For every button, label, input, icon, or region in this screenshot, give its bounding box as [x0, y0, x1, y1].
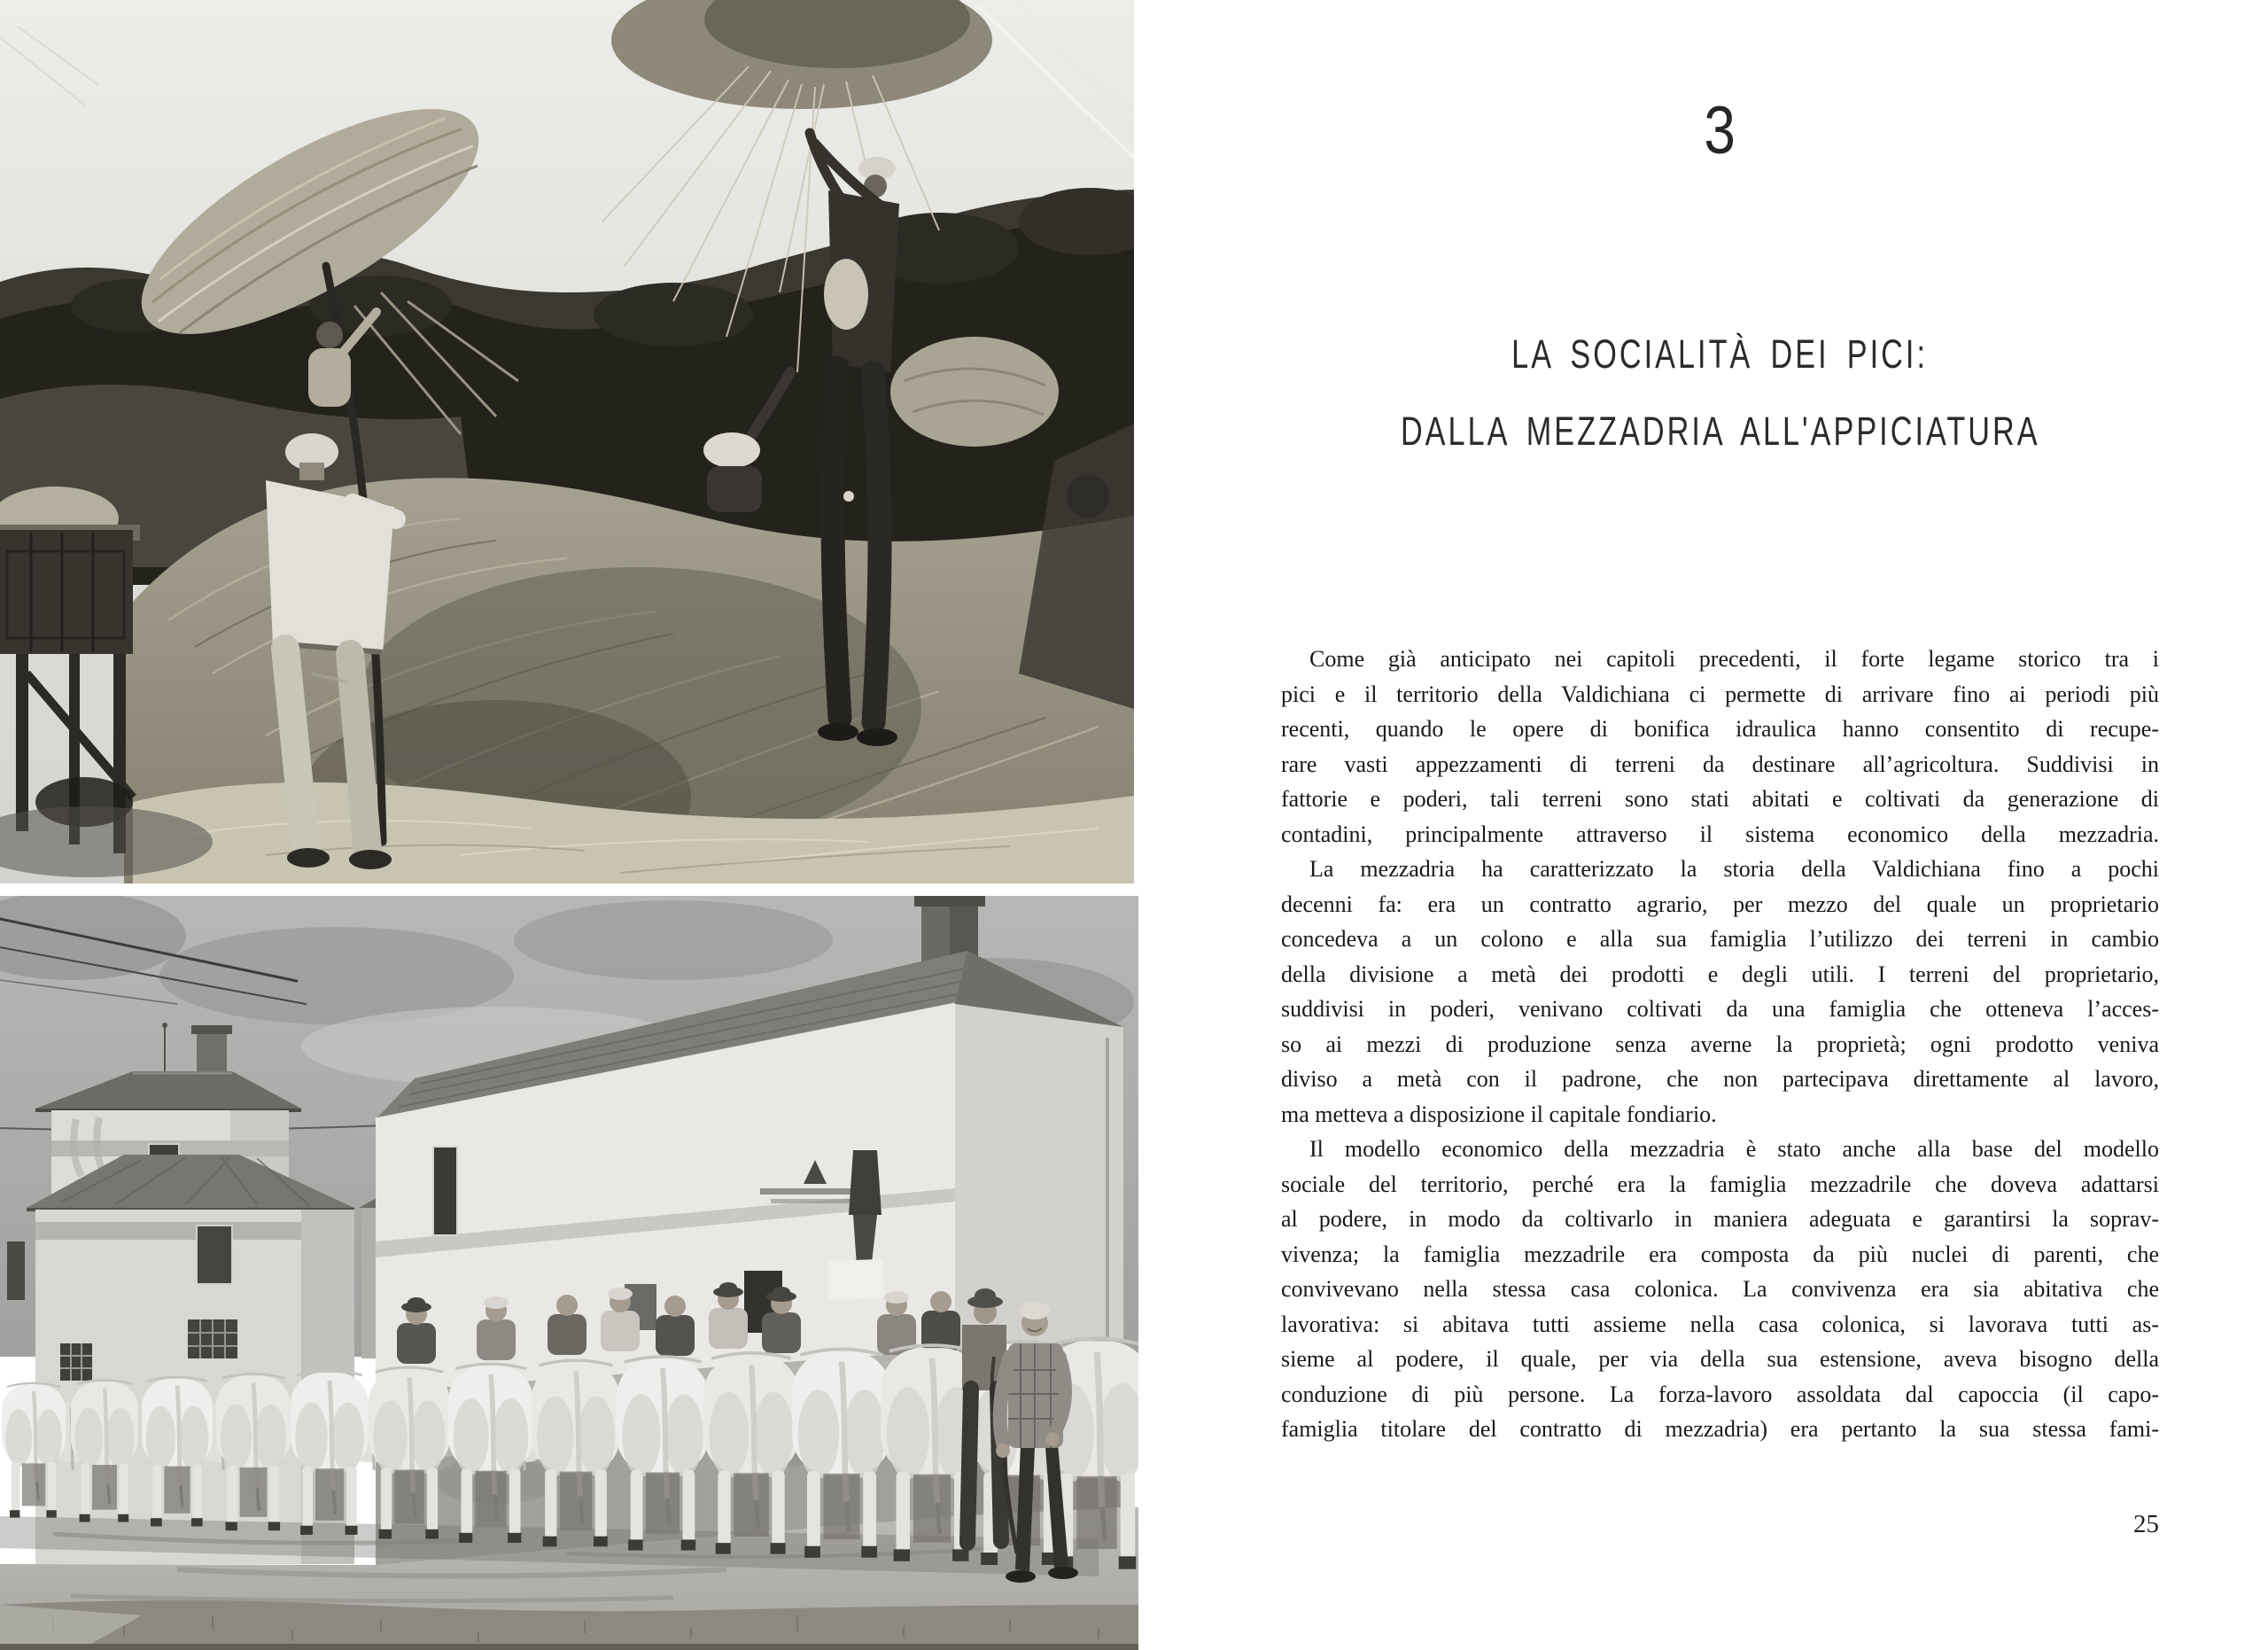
chapter-number [1281, 92, 2159, 169]
text-line: La mezzadria ha caratterizzato la storia della Valdichiana fino a pochi [1309, 856, 2159, 882]
text-line: sieme al podere, il quale, per via della sua estensione, aveva bisogno della [1281, 1346, 2159, 1372]
haymaking-photo-art [0, 0, 1134, 883]
text-line: concedeva a un colono e alla sua famiglia l’utilizzo dei terreni in cambio [1281, 926, 2159, 952]
ox [2, 1383, 66, 1518]
text-line: al podere, in modo da coltivarlo in maniera adeguata e garantirsi la soprav- [1281, 1206, 2159, 1232]
body-paragraph [1281, 852, 2159, 1132]
text-line: conduzione di più persone. La forza-lavoro assoldata dal capoccia (il capo- [1281, 1381, 2159, 1407]
chapter-title-text-1: LA SOCIALITÀ DEI PICI: [1511, 331, 1929, 377]
text-line: rare vasti appezzamenti di terreni da destinare all’agricoltura. Suddivisi in [1281, 751, 2159, 777]
chapter-title-line-2 [1281, 409, 2159, 455]
text-line: decenni fa: era un contratto agrario, per mezzo del quale un proprietario [1281, 891, 2159, 917]
chapter-title-text-2: DALLA MEZZADRIA ALL'APPICIATURA [1400, 409, 2040, 454]
text-line: contadini, principalmente attraverso il sistema economico della mezzadria. [1281, 821, 2159, 847]
text-line: convivevano nella stessa casa colonica. La convivenza era sia abitativa che [1281, 1276, 2159, 1302]
haymaking-photo [0, 0, 1134, 883]
handler-figure [709, 1282, 748, 1349]
ox [532, 1360, 620, 1546]
text-line: sociale del territorio, perché era la famiglia mezzadrile che doveva adattarsi [1281, 1171, 2159, 1197]
ox [142, 1377, 213, 1526]
text-line: della divisione a metà dei prodotti e degli utili. I terreni del proprietario, [1281, 961, 2159, 987]
text-line: vivenza; la famiglia mezzadrile era composta da più nuclei di parenti, che [1281, 1241, 2159, 1267]
body-paragraph [1281, 642, 2159, 852]
oxen-photo [0, 896, 1138, 1650]
ox [448, 1364, 533, 1543]
body-text [1281, 642, 2159, 1447]
oxen-photo-art [0, 896, 1138, 1650]
body-paragraph [1281, 1132, 2159, 1447]
text-line: lavorativa: si abitava tutti assieme nella casa colonica, si lavorava tutti as- [1281, 1311, 2159, 1337]
text-line: Come già anticipato nei capitoli precedenti, il forte legame storico tra i [1309, 646, 2159, 672]
text-line: Il modello economico della mezzadria è stato anche alla base del modello [1309, 1136, 2159, 1162]
ox [216, 1374, 291, 1530]
text-line: pici e il territorio della Valdichiana ci permette di arrivare fino ai periodi più [1281, 681, 2159, 707]
handler-figure [762, 1287, 801, 1353]
handler-figure [397, 1297, 436, 1364]
page-number: 25 [2133, 1510, 2159, 1538]
ox [792, 1349, 891, 1557]
text-line: suddivisi in poderi, venivano coltivati da una famiglia che otteneva l’acces- [1281, 996, 2159, 1022]
chapter-title-line-1 [1281, 331, 2159, 377]
text-line: fattorie e poderi, tali terreni sono stati abitati e coltivati da generazione di [1281, 786, 2159, 812]
text-line: recenti, quando le opere di bonifica idraulica hanno consentito di recupe- [1281, 716, 2159, 742]
chapter-number-text: 3 [1704, 93, 1736, 168]
text-line: diviso a metà con il padrone, che non partecipava direttamente al lavoro, [1281, 1066, 2159, 1092]
text-line: ma metteva a disposizione il capitale fondiario. [1281, 1101, 1717, 1127]
text-line: so ai mezzi di produzione senza averne la proprietà; ogni prodotto veniva [1281, 1031, 2159, 1057]
text-line: famiglia titolare del contratto di mezzadria) era pertanto la sua stessa fami- [1281, 1416, 2159, 1442]
